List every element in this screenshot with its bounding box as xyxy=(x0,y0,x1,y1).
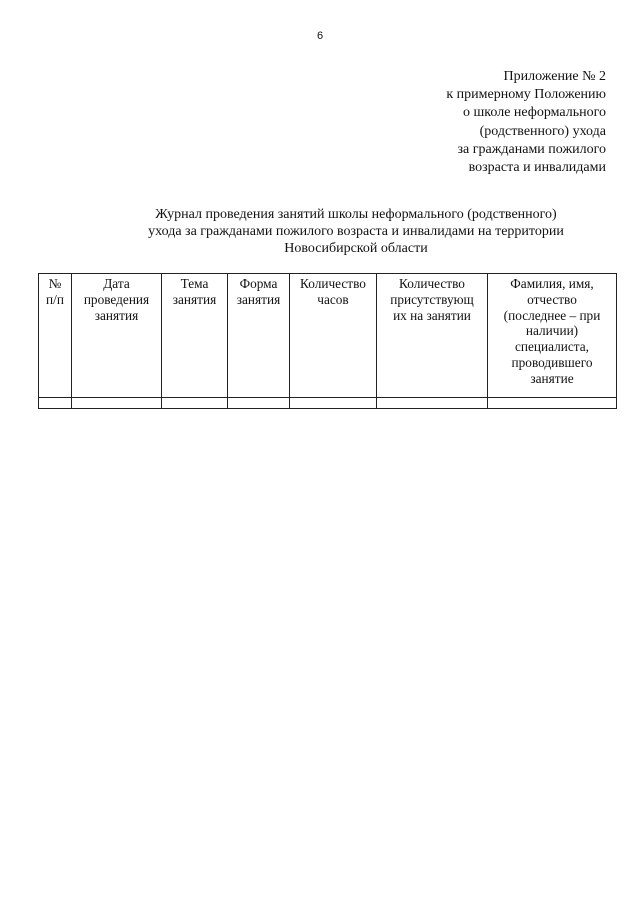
appendix-line: за гражданами пожилого xyxy=(457,141,606,157)
appendix-note xyxy=(366,68,606,177)
page-number: 6 xyxy=(316,30,324,42)
table-row xyxy=(39,398,617,409)
appendix-line: Приложение № 2 xyxy=(503,69,606,84)
appendix-line: (родственного) ухода xyxy=(479,123,606,139)
journal-title-line: Новосибирской области xyxy=(284,241,428,256)
journal-title-line: ухода за гражданами пожилого возраста и инвалидами на территории xyxy=(148,224,564,239)
appendix-line: о школе неформального xyxy=(463,105,606,121)
table-cell xyxy=(72,398,162,409)
column-header-form: Форма занятия xyxy=(228,274,290,398)
table-cell xyxy=(377,398,488,409)
table-cell xyxy=(488,398,617,409)
column-header-date: Дата проведения занятия xyxy=(72,274,162,398)
table-cell xyxy=(162,398,228,409)
appendix-line: возраста и инвалидами xyxy=(468,160,606,176)
appendix-line: к примерному Положению xyxy=(446,87,606,103)
table-header-row xyxy=(39,274,617,398)
journal-title-line: Журнал проведения занятий школы неформального (родственного) xyxy=(155,207,557,222)
journal-table xyxy=(38,273,617,409)
column-header-hours: Количество часов xyxy=(290,274,377,398)
table-cell xyxy=(290,398,377,409)
table-cell xyxy=(228,398,290,409)
column-header-number: № п/п xyxy=(39,274,72,398)
journal-title xyxy=(96,206,616,257)
column-header-specialist: Фамилия, имя, отчество (последнее – при наличии) специалиста, проводившего занятие xyxy=(488,274,617,398)
column-header-topic: Тема занятия xyxy=(162,274,228,398)
table-cell xyxy=(39,398,72,409)
column-header-attendance: Количество присутствующ их на занятии xyxy=(377,274,488,398)
